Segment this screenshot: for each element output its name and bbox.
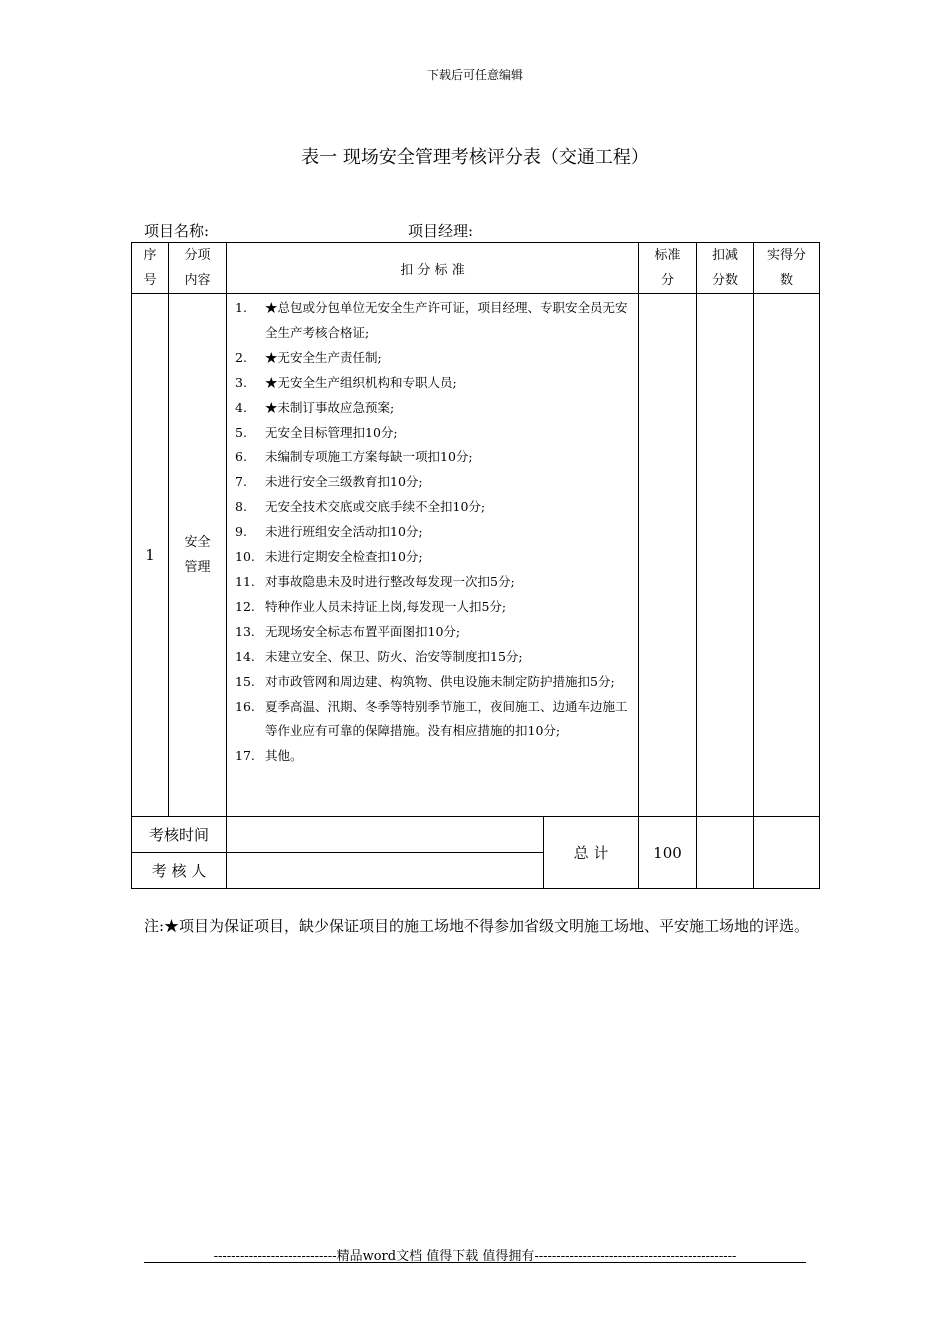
total-value: 100 xyxy=(639,817,697,889)
criteria-item: 2. ★无安全生产责任制; xyxy=(235,349,382,365)
footer-rule xyxy=(144,1262,806,1263)
criteria-item: 3. ★无安全生产组织机构和专职人员; xyxy=(235,374,457,390)
project-manager-label: 项目经理: xyxy=(408,222,474,240)
assessor-value xyxy=(227,853,544,889)
criteria-item: 10. 未进行定期安全检查扣10分; xyxy=(235,549,423,565)
footer-text: ----------------------------精品word文档 值得下载 值得拥有---------------------------------------------- xyxy=(213,1249,737,1264)
total-deduction-cell xyxy=(697,817,754,889)
criteria-item: 1. ★总包或分包单位无安全生产许可证，项目经理、专职安全员无安全生产考核合格证; xyxy=(235,300,628,340)
criteria-item: 13. 无现场安全标志布置平面图扣10分; xyxy=(235,623,461,639)
table-row xyxy=(132,294,820,817)
criteria-item: 7. 未进行安全三级教育扣10分; xyxy=(235,474,423,490)
criteria-item: 6. 未编制专项施工方案每缺一项扣10分; xyxy=(235,449,473,465)
header-deduction: 扣减分数 xyxy=(697,243,754,294)
assess-time-row xyxy=(132,817,820,853)
header-note: 下载后可任意编辑 xyxy=(426,68,523,82)
standard-score-cell xyxy=(639,294,697,817)
criteria-item: 5. 无安全目标管理扣10分; xyxy=(235,424,398,440)
criteria-item: 17. 其他。 xyxy=(235,748,303,764)
row-category: 安全管理 xyxy=(169,294,227,817)
criteria-list xyxy=(227,294,639,817)
header-seq: 序号 xyxy=(132,243,169,294)
header-standard-score: 标准分 xyxy=(639,243,697,294)
row-seq: 1 xyxy=(132,294,169,817)
assess-time-value xyxy=(227,817,544,853)
criteria-item: 9. 未进行班组安全活动扣10分; xyxy=(235,524,423,540)
header-actual-score: 实得分数 xyxy=(754,243,820,294)
criteria-item: 12. 特种作业人员未持证上岗,每发现一人扣5分; xyxy=(235,598,507,614)
criteria-item: 16. 夏季高温、汛期、冬季等特别季节施工，夜间施工、边通车边施工等作业应有可靠的保障措施。没有相应措施的扣10分; xyxy=(235,698,628,739)
total-label: 总 计 xyxy=(544,817,639,889)
deduction-cell xyxy=(697,294,754,817)
assessor-label: 考 核 人 xyxy=(132,853,227,889)
criteria-item: 11. 对事故隐患未及时进行整改每发现一次扣5分; xyxy=(235,573,515,589)
assessment-table xyxy=(131,242,820,889)
footnote: 注:★项目为保证项目，缺少保证项目的施工场地不得参加省级文明施工场地、平安施工场地的评选。 xyxy=(144,917,810,935)
project-name-label: 项目名称: xyxy=(144,222,210,240)
criteria-item: 4. ★未制订事故应急预案; xyxy=(235,399,395,415)
criteria-item: 15. 对市政管网和周边建、构筑物、供电设施未制定防护措施扣5分; xyxy=(235,673,615,689)
header-category: 分项内容 xyxy=(169,243,227,294)
criteria-item: 14. 未建立安全、保卫、防火、治安等制度扣15分; xyxy=(235,648,523,664)
criteria-item: 8. 无安全技术交底或交底手续不全扣10分; xyxy=(235,499,486,515)
assess-time-label: 考核时间 xyxy=(132,817,227,853)
total-actual-cell xyxy=(754,817,820,889)
table-header-row xyxy=(132,243,820,294)
header-criteria: 扣 分 标 准 xyxy=(227,243,639,294)
page-title: 表一 现场安全管理考核评分表（交通工程） xyxy=(301,147,649,168)
actual-score-cell xyxy=(754,294,820,817)
